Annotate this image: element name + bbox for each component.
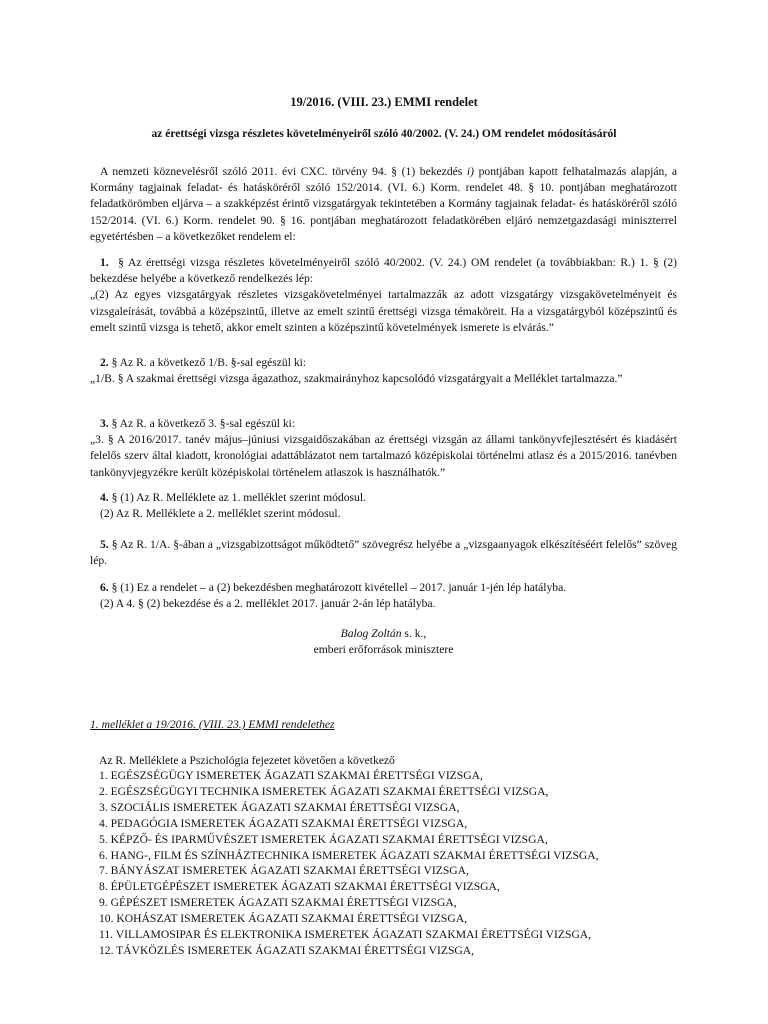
preamble-italic-point: i) [466,165,474,178]
signature [90,626,677,658]
document-subtitle: az érettségi vizsga részletes követelményeiről szóló 40/2002. (V. 24.) OM rendelet módosításáról [151,128,617,140]
section-3 [90,416,677,481]
section-quote: „3. § A 2016/2017. tanév május–júniusi vizsgaidőszakában az érettségi vizsgán az állami tankönyvfejlesztésért és kiadásért felelős szerv által kiadott, kronológiai adattáblázatot nem tartalmazó középiskolai történelmi atlasz és a 2015/2016. tanévben tankönyvjegyzékre került középiskolai történelem atlaszok is használhatók.” [90,433,677,479]
section-1 [90,255,677,336]
section-text: § Az érettségi vizsga részletes követelményeiről szóló 40/2002. (V. 24.) OM rendelet (a továbbiakban: R.) 1. § (2) bekezdése helyébe a következő rendelkezés lép: [90,256,678,286]
list-item: 2. EGÉSZSÉGÜGYI TECHNIKA ISMERETEK ÁGAZATI SZAKMAI ÉRETTSÉGI VIZSGA, [99,784,549,798]
section-quote: „(2) Az egyes vizsgatárgyak részletes vizsgakövetelményei tartalmazzák az adott vizsgatárgy vizsgakövetelményeit és vizsgaleírását, továbbá a középszintű, illetve az emelt szintű érettségi vizsga témaköreit. Ha a vizsgatárgyból középszintű és emelt szintű vizsga is tehető, akkor emelt szinten a középszintű követelmények ismerete is elvárás.” [90,288,677,334]
section-2 [90,355,677,387]
section-number: 2. [100,356,109,369]
signatory-role: emberi erőforrások minisztere [313,643,454,657]
preamble-text-end: pontjában kapott felhatalmazás alapján, a Kormány tagjainak feladat- és hatásköréről szóló 152/2014. (VI. 6.) Korm. rendelet 48. § 10. pontjában meghatározott feladatkörömben eljárva – a szakképzést érintő vizsgatárgyak tekintetében a Kormány tagjainak feladat- és hatásköréről szóló 152/2014. (VI. 6.) Korm. rendelet 90. § 16. pontjában meghatározott feladatkörében eljáró nemzetgazdasági miniszterrel egyetértésben – a következőket rendelem el: [90,165,677,243]
section-number: 5. [100,538,109,551]
section-text: § Az R. 1/A. §-ában a „vizsgabizottságot működtető” szövegrész helyébe a „vizsgaanyagok elkészítéséért felelős” szöveg lép. [90,538,677,568]
annex-intro: Az R. Melléklete a Pszichológia fejezetet követően a következő [99,754,395,767]
section-text: § (1) Az R. Melléklete az 1. melléklet szerint módosul. [108,491,366,504]
list-item: 9. GÉPÉSZET ISMERETEK ÁGAZATI SZAKMAI ÉRETTSÉGI VIZSGA, [99,896,457,910]
section-text: § Az R. a következő 3. §-sal egészül ki: [108,417,296,430]
preamble [90,164,677,245]
annex-list [99,768,599,959]
section-4 [90,490,677,522]
list-item: 1. EGÉSZSÉGÜGY ISMERETEK ÁGAZATI SZAKMAI ÉRETTSÉGI VIZSGA, [99,769,483,782]
section-5 [90,537,677,569]
section-paragraph: (2) Az R. Melléklete a 2. melléklet szerint módosul. [100,507,341,521]
list-item: 3. SZOCIÁLIS ISMERETEK ÁGAZATI SZAKMAI ÉRETTSÉGI VIZSGA, [99,800,460,814]
annex-title: 1. melléklet a 19/2016. (VIII. 23.) EMMI rendelethez [90,718,335,731]
list-item: 4. PEDAGÓGIA ISMERETEK ÁGAZATI SZAKMAI ÉRETTSÉGI VIZSGA, [99,816,468,830]
section-6 [90,580,677,612]
preamble-text-start: A nemzeti köznevelésről szóló 2011. évi CXC. törvény 94. § (1) bekezdés [100,165,467,178]
list-item: 12. TÁVKÖZLÉS ISMERETEK ÁGAZATI SZAKMAI ÉRETTSÉGI VIZSGA, [99,943,475,957]
section-paragraph: (2) A 4. § (2) bekezdése és a 2. melléklet 2017. január 2-án lép hatályba. [100,597,436,611]
section-number: 6. [100,581,109,594]
section-number: 3. [100,417,109,430]
list-item: 7. BÁNYÁSZAT ISMERETEK ÁGAZATI SZAKMAI ÉRETTSÉGI VIZSGA, [99,864,469,878]
signatory-suffix: s. k., [401,627,427,640]
section-number: 1. [100,256,109,269]
list-item: 8. ÉPÜLETGÉPÉSZET ISMERETEK ÁGAZATI SZAKMAI ÉRETTSÉGI VIZSGA, [99,880,500,894]
section-number: 4. [100,491,109,504]
document-title: 19/2016. (VIII. 23.) EMMI rendelet [290,95,478,109]
section-text: § Az R. a következő 1/B. §-sal egészül ki: [108,356,307,369]
section-text: § (1) Ez a rendelet – a (2) bekezdésben meghatározott kivétellel – 2017. január 1-jén lép hatályba. [108,581,567,594]
list-item: 6. HANG-, FILM ÉS SZÍNHÁZTECHNIKA ISMERETEK ÁGAZATI SZAKMAI ÉRETTSÉGI VIZSGA, [99,848,599,862]
list-item: 5. KÉPZŐ- ÉS IPARMŰVÉSZET ISMERETEK ÁGAZATI SZAKMAI ÉRETTSÉGI VIZSGA, [99,832,548,846]
section-quote: „1/B. § A szakmai érettségi vizsga ágazathoz, szakmairányhoz kapcsolódó vizsgatárgyait a Melléklet tartalmazza.” [90,372,623,386]
list-item: 11. VILLAMOSIPAR ÉS ELEKTRONIKA ISMERETEK ÁGAZATI SZAKMAI ÉRETTSÉGI VIZSGA, [99,928,592,942]
list-item: 10. KOHÁSZAT ISMERETEK ÁGAZATI SZAKMAI ÉRETTSÉGI VIZSGA, [99,912,467,926]
signatory-name: Balog Zoltán [340,627,402,640]
